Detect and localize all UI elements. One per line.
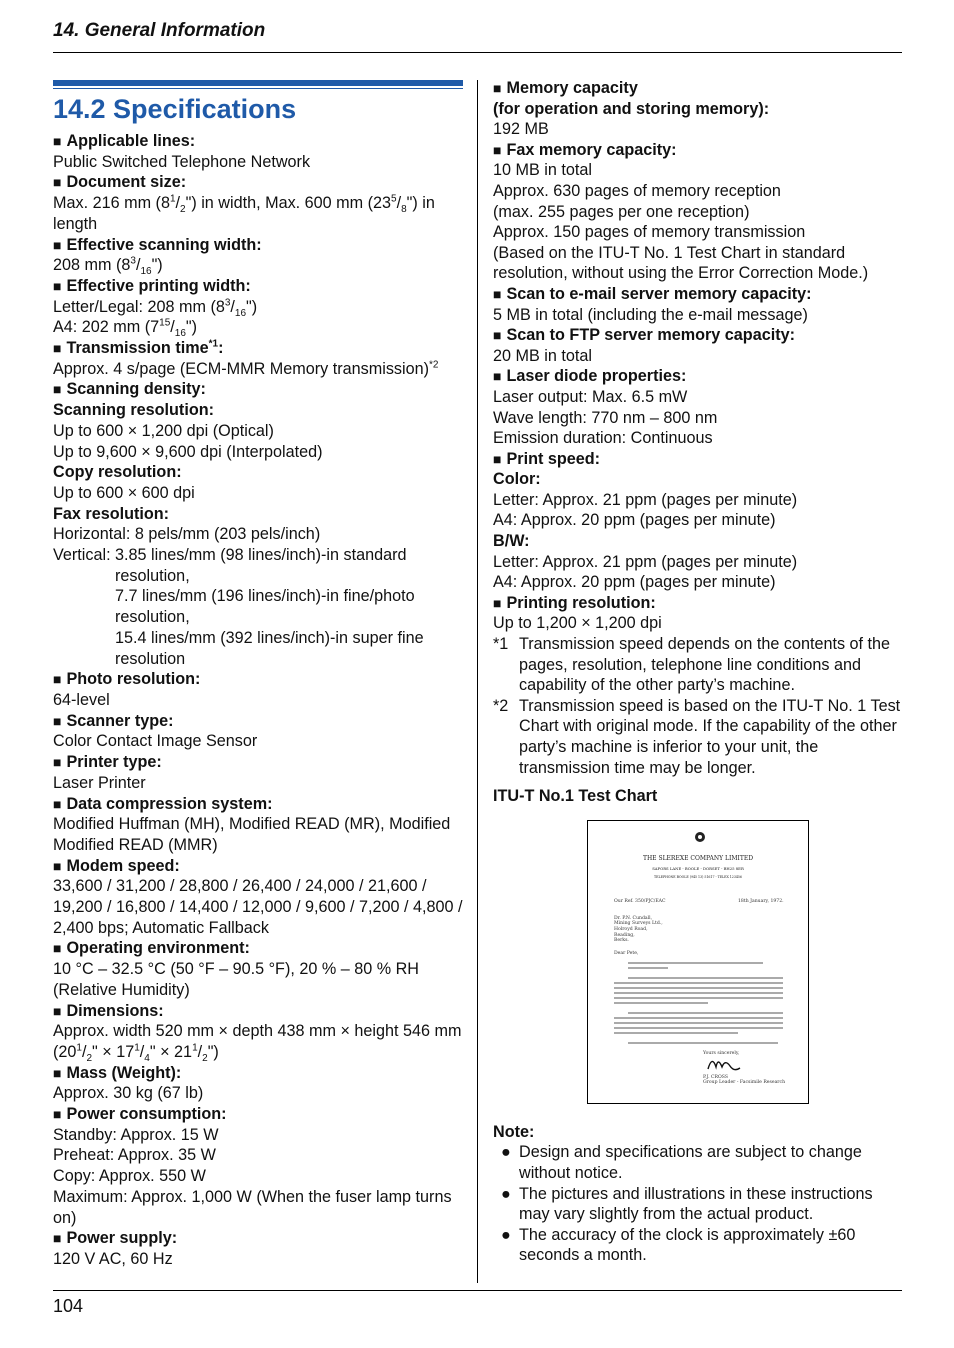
fax-memory-reception: Approx. 630 pages of memory reception: [493, 181, 781, 200]
footnote-1-mark: *1: [493, 635, 509, 654]
section-bar-thin: [53, 88, 463, 89]
bullet-icon: ●: [501, 1225, 511, 1244]
test-chart-company: THE SLEREXE COMPANY LIMITED: [642, 854, 754, 862]
left-column: [53, 80, 463, 1270]
operating-environment-value: 10 °C – 32.5 °C (50 °F – 90.5 °F), 20 % – 80 % RH (Relative Humidity): [53, 960, 419, 999]
footnote-1: [493, 634, 905, 696]
power-consumption-heading: ■ Power consumption:: [53, 1104, 463, 1125]
transmission-time-heading: ■ Transmission time$^{*1}$:: [53, 338, 463, 359]
page-number: 104: [53, 1296, 84, 1316]
test-chart-body-text: [588, 821, 808, 1103]
fax-resolution-heading: Fax resolution:: [53, 504, 170, 523]
fax-resolution-vertical-label: Vertical:: [53, 546, 111, 565]
fax-memory-transmission: Approx. 150 pages of memory transmission: [493, 223, 806, 242]
power-supply-value: 120 V AC, 60 Hz: [53, 1249, 173, 1268]
dimensions-imperial: ($20^1/_2$" × $17^1/_4$" × $21^1/_2$"): [53, 1042, 219, 1065]
copy-resolution-heading: Copy resolution:: [53, 463, 182, 482]
section-title: 14.2 Specifications: [53, 94, 297, 124]
test-chart-image: [587, 820, 809, 1104]
printer-type-heading: ■ Printer type:: [53, 752, 463, 773]
scanning-density-heading: ■ Scanning density:: [53, 379, 463, 400]
test-chart-date: 18th January, 1972.: [738, 898, 784, 904]
footnote-2-text: Transmission speed is based on the ITU-T No. 1 Test Chart with original mode. If the capability of the other party’s machine is inferior to your unit, the transmission time may be longer.: [519, 696, 901, 777]
effective-printing-width-letter: Letter/Legal: 208 mm $(8^3/_{16}")$: [53, 297, 258, 319]
test-chart-closing: Yours sincerely,: [703, 1050, 740, 1056]
bullet-icon: ●: [501, 1184, 511, 1203]
note-item: [493, 1184, 905, 1225]
scan-email-value: 5 MB in total (including the e-mail message): [493, 305, 808, 324]
fax-memory-total: 10 MB in total: [493, 161, 592, 180]
effective-scanning-width-value: 208 mm $(8^3/_{16}")$: [53, 255, 163, 278]
printer-type-value: Laser Printer: [53, 773, 146, 792]
data-compression-value: Modified Huffman (MH), Modified READ (MR), Modified Modified READ (MMR): [53, 815, 451, 854]
printing-resolution-value: Up to 1,200 × 1,200 dpi: [493, 614, 662, 633]
note-item-text: The pictures and illustrations in these instructions may vary slightly from the actual product.: [519, 1184, 873, 1224]
footnote-1-text: Transmission speed depends on the contents of the pages, resolution, telephone line conditions and capability of the other party’s machine.: [519, 635, 891, 695]
note-item: [493, 1142, 905, 1183]
print-speed-bw-letter: Letter: Approx. 21 ppm (pages per minute): [493, 552, 798, 571]
test-chart-salutation: Dear Pete,: [614, 950, 639, 956]
mass-value: Approx. 30 kg (67 lb): [53, 1084, 204, 1103]
effective-scanning-width-heading: ■ Effective scanning width:: [53, 235, 463, 256]
test-chart-title: ITU-T No.1 Test Chart: [493, 787, 658, 806]
section-bar: [53, 80, 463, 86]
note-item-text: The accuracy of the clock is approximately ±60 seconds a month.: [519, 1225, 856, 1265]
fax-resolution-vertical-values: [115, 545, 463, 669]
bullet-icon: ●: [501, 1143, 511, 1162]
laser-output: Laser output: Max. 6.5 mW: [493, 387, 688, 406]
footer-rule: [53, 1290, 902, 1291]
laser-emission: Emission duration: Continuous: [493, 429, 713, 448]
test-chart-telephone: TELEPHONE BOOLE (945 13) 51617 - TELEX 123456: [654, 874, 742, 879]
header-rule: [53, 52, 902, 53]
footnote-2-mark: *2: [493, 696, 509, 715]
applicable-lines-heading: ■ Applicable lines:: [53, 131, 463, 152]
power-maximum: Maximum: Approx. 1,000 W (When the fuser lamp turns on): [53, 1187, 452, 1227]
scanning-resolution-heading: Scanning resolution:: [53, 401, 214, 420]
document-size-value: Max. 216 mm $(8^1/_2")$ in width, Max. 600 mm $(23^5/_8")$ in length: [53, 193, 435, 233]
note-heading: Note:: [493, 1122, 535, 1141]
fax-memory-heading: ■ Fax memory capacity:: [493, 140, 905, 161]
copy-resolution-value: Up to 600 × 600 dpi: [53, 483, 195, 502]
scan-email-heading: ■ Scan to e-mail server memory capacity:: [493, 284, 905, 305]
memory-capacity-subheading: (for operation and storing memory):: [493, 99, 770, 118]
right-column: [493, 78, 905, 1266]
applicable-lines-value: Public Switched Telephone Network: [53, 152, 311, 171]
print-speed-heading: ■ Print speed:: [493, 449, 905, 470]
laser-wavelength: Wave length: 770 nm – 800 nm: [493, 408, 718, 427]
scan-ftp-heading: ■ Scan to FTP server memory capacity:: [493, 325, 905, 346]
effective-printing-width-a4: A4: 202 mm $(7^{15}/_{16}")$: [53, 317, 198, 340]
photo-resolution-value: 64-level: [53, 690, 110, 709]
photo-resolution-heading: ■ Photo resolution:: [53, 669, 463, 690]
print-speed-color-a4: A4: Approx. 20 ppm (pages per minute): [493, 511, 776, 530]
test-chart-signer: P.J. CROSS Group Leader - Facsimile Research: [703, 1074, 786, 1086]
fax-resolution-standard: 3.85 lines/mm (98 lines/inch)-in standard resolution,: [115, 546, 407, 585]
operating-environment-heading: ■ Operating environment:: [53, 938, 463, 959]
scanning-resolution-optical: Up to 600 × 1,200 dpi (Optical): [53, 421, 274, 440]
fax-memory-reception-max: (max. 255 pages per one reception): [493, 202, 750, 221]
modem-speed-value: 33,600 / 31,200 / 28,800 / 26,400 / 24,000 / 21,600 / 19,200 / 16,800 / 14,400 / 12,000 / 9,600 / 7,200 / 4,800 / 2,400 bps; Automatic Fallback: [53, 877, 463, 937]
memory-capacity-heading: ■ Memory capacity: [493, 78, 905, 99]
chapter-header: 14. General Information: [53, 20, 266, 41]
power-supply-heading: ■ Power supply:: [53, 1228, 463, 1249]
power-standby: Standby: Approx. 15 W: [53, 1125, 219, 1144]
test-chart-ref: Our Ref. 350/PJC/EAC: [614, 898, 666, 904]
print-speed-color-heading: Color:: [493, 470, 541, 489]
effective-printing-width-heading: ■ Effective printing width:: [53, 276, 463, 297]
data-compression-heading: ■ Data compression system:: [53, 794, 463, 815]
scanning-resolution-interpolated: Up to 9,600 × 9,600 dpi (Interpolated): [53, 442, 323, 461]
column-divider: [477, 80, 478, 1283]
laser-diode-heading: ■ Laser diode properties:: [493, 366, 905, 387]
memory-capacity-value: 192 MB: [493, 120, 549, 139]
modem-speed-heading: ■ Modem speed:: [53, 856, 463, 877]
scan-ftp-value: 20 MB in total: [493, 346, 592, 365]
scanner-type-heading: ■ Scanner type:: [53, 711, 463, 732]
mass-heading: ■ Mass (Weight):: [53, 1063, 463, 1084]
dimensions-metric: Approx. width 520 mm × depth 438 mm × height 546 mm: [53, 1022, 462, 1041]
note-item-text: Design and specifications are subject to change without notice.: [519, 1143, 862, 1182]
transmission-time-value: Approx. 4 s/page (ECM-MMR Memory transmission)$^{*2}$: [53, 359, 439, 378]
fax-memory-basis: (Based on the ITU-T No. 1 Test Chart in standard resolution, without using the Error Correction Mode.): [493, 243, 869, 283]
note-item: [493, 1225, 905, 1266]
footnote-2: [493, 696, 905, 778]
scanner-type-value: Color Contact Image Sensor: [53, 732, 258, 751]
power-copy: Copy: Approx. 550 W: [53, 1167, 206, 1186]
print-speed-bw-a4: A4: Approx. 20 ppm (pages per minute): [493, 573, 776, 592]
printing-resolution-heading: ■ Printing resolution:: [493, 593, 905, 614]
fax-resolution-horizontal: Horizontal: 8 pels/mm (203 pels/inch): [53, 525, 321, 544]
test-chart-address: SAPORS LANE - BOOLE - DORSET - BH25 8ER: [652, 865, 744, 871]
fax-resolution-super-fine: 15.4 lines/mm (392 lines/inch)-in super fine resolution: [115, 628, 424, 668]
fax-resolution-fine: 7.7 lines/mm (196 lines/inch)-in fine/photo resolution,: [115, 587, 415, 627]
fax-resolution-vertical: [53, 545, 463, 669]
print-speed-color-letter: Letter: Approx. 21 ppm (pages per minute): [493, 490, 798, 509]
dimensions-heading: ■ Dimensions:: [53, 1001, 463, 1022]
test-chart-recipient: Dr. P.N. Cundall, Mining Surveys Ltd., Holroyd Road, Reading, Berks.: [614, 915, 663, 944]
print-speed-bw-heading: B/W:: [493, 532, 530, 551]
document-size-heading: ■ Document size:: [53, 172, 463, 193]
power-preheat: Preheat: Approx. 35 W: [53, 1146, 216, 1165]
